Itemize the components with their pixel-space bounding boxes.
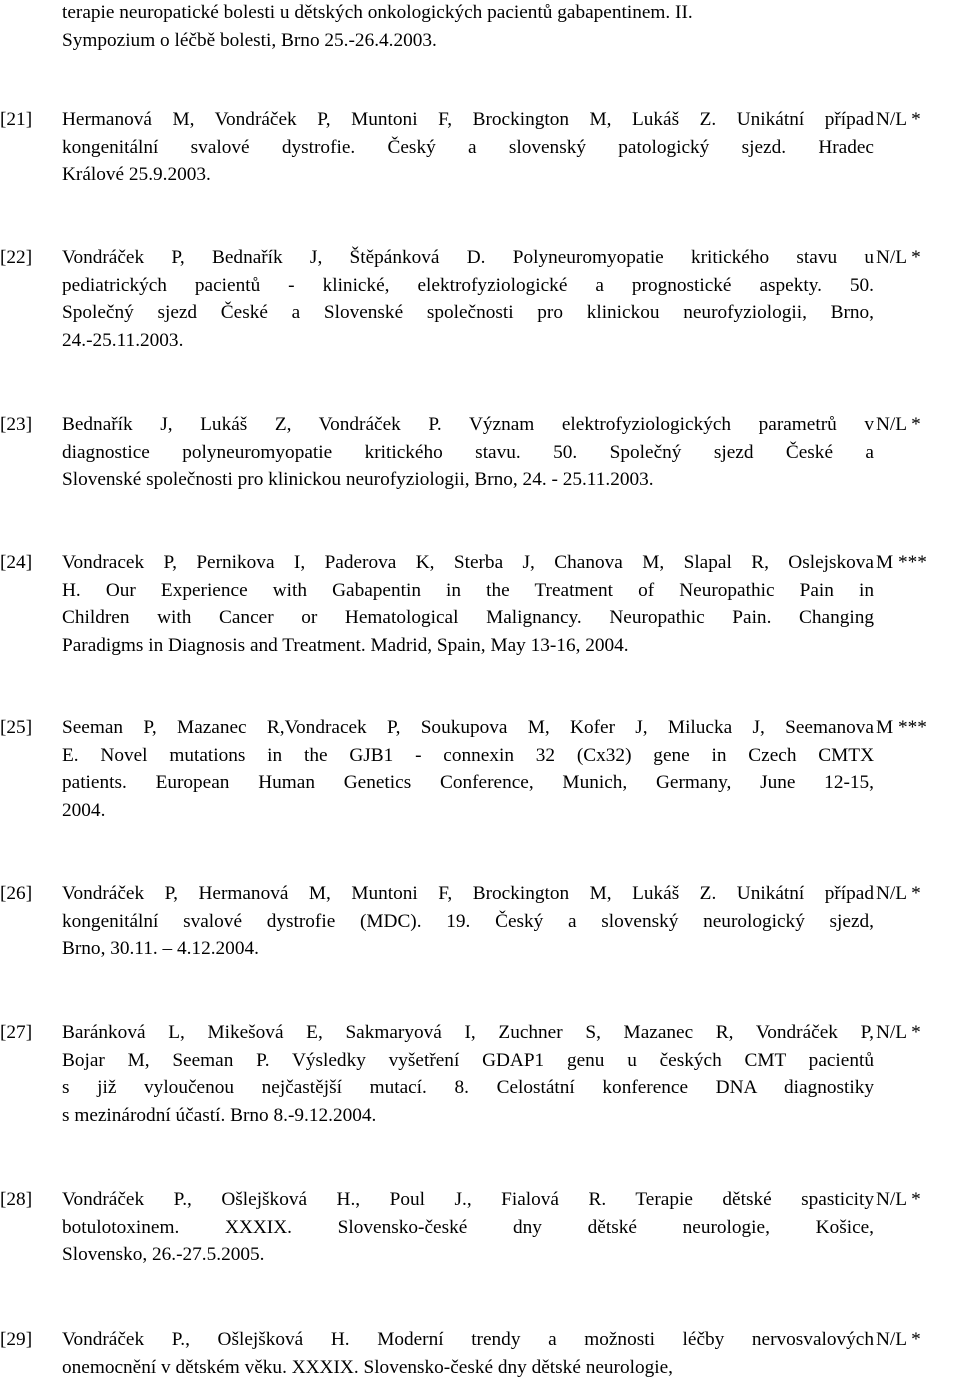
text-line: kongenitální svalové dystrofie (MDC). 19. Český a slovenský neurologický sjezd, xyxy=(62,910,874,932)
reference-text xyxy=(62,1326,874,1381)
reference-rating: N/L * xyxy=(876,247,921,268)
reference-rating: M *** xyxy=(876,552,927,573)
continued-reference-text xyxy=(62,0,882,54)
text-line: onemocnění v dětském věku. XXXIX. Slovensko-české dny dětské neurologie, xyxy=(62,1356,673,1378)
text-line: Children with Cancer or Hematological Malignancy. Neuropathic Pain. Changing xyxy=(62,607,874,628)
text-line: Hermanová M, Vondráček P, Muntoni F, Brockington M, Lukáš Z. Unikátní případ xyxy=(62,109,874,130)
text-line: Sympozium o léčbě bolesti, Brno 25.-26.4.2003. xyxy=(62,29,437,51)
reference-number: [26] xyxy=(0,883,33,904)
reference-rating: N/L * xyxy=(876,1329,921,1350)
text-line: Slovenské společnosti pro klinickou neurofyziologii, Brno, 24. - 25.11.2003. xyxy=(62,469,654,490)
reference-number: [21] xyxy=(0,109,33,130)
reference-rating: N/L * xyxy=(876,414,921,435)
reference-number: [27] xyxy=(0,1022,33,1043)
text-line: Bednařík J, Lukáš Z, Vondráček P. Význam elektrofyziologických parametrů v xyxy=(62,414,874,435)
reference-text xyxy=(62,549,874,659)
text-line: patients. European Human Genetics Conference, Munich, Germany, June 12-15, xyxy=(62,772,874,793)
text-line: Společný sjezd České a Slovenské společnosti pro klinickou neurofyziologii, Brno, xyxy=(62,302,874,323)
reference-text xyxy=(62,244,874,354)
reference-rating: N/L * xyxy=(876,109,921,130)
reference-text xyxy=(62,1186,874,1269)
text-line: s již vyloučenou nejčastější mutací. 8. Celostátní konference DNA diagnostiky xyxy=(62,1077,874,1098)
text-line: kongenitální svalové dystrofie. Český a slovenský patologický sjezd. Hradec xyxy=(62,136,874,158)
reference-number: [28] xyxy=(0,1189,33,1210)
reference-number: [22] xyxy=(0,247,33,268)
text-line: E. Novel mutations in the GJB1 - connexin 32 (Cx32) gene in Czech CMTX xyxy=(62,744,874,766)
text-line: Bojar M, Seeman P. Výsledky vyšetření GDAP1 genu u českých CMT pacientů xyxy=(62,1049,874,1071)
text-line: pediatrických pacientů - klinické, elektrofyziologické a prognostické aspekty. 50. xyxy=(62,274,874,296)
text-line: 24.-25.11.2003. xyxy=(62,329,184,351)
reference-text xyxy=(62,880,874,963)
reference-number: [25] xyxy=(0,717,33,738)
reference-number: [29] xyxy=(0,1329,33,1350)
text-line: 2004. xyxy=(62,799,106,821)
text-line: s mezinárodní účastí. Brno 8.-9.12.2004. xyxy=(62,1104,377,1126)
text-line: Vondráček P., Ošlejšková H. Moderní trendy a možnosti léčby nervosvalových xyxy=(62,1329,874,1350)
reference-rating: N/L * xyxy=(876,1022,921,1043)
text-line: Brno, 30.11. – 4.12.2004. xyxy=(62,938,259,959)
reference-text xyxy=(62,106,874,189)
text-line: Vondracek P, Pernikova I, Paderova K, Sterba J, Chanova M, Slapal R, Oslejskova xyxy=(62,552,874,573)
reference-rating: M *** xyxy=(876,717,927,738)
text-line: Slovensko, 26.-27.5.2005. xyxy=(62,1244,265,1265)
text-line: Králové 25.9.2003. xyxy=(62,164,211,185)
reference-number: [23] xyxy=(0,414,33,435)
text-line: Vondráček P., Ošlejšková H., Poul J., Fialová R. Terapie dětské spasticity xyxy=(62,1189,874,1210)
text-line: H. Our Experience with Gabapentin in the Treatment of Neuropathic Pain in xyxy=(62,579,874,601)
text-line: diagnostice polyneuromyopatie kritického stavu. 50. Společný sjezd České a xyxy=(62,441,874,463)
reference-number: [24] xyxy=(0,552,33,573)
reference-rating: N/L * xyxy=(876,1189,921,1210)
reference-text xyxy=(62,411,874,494)
reference-rating: N/L * xyxy=(876,883,921,904)
text-line: Paradigms in Diagnosis and Treatment. Madrid, Spain, May 13-16, 2004. xyxy=(62,634,629,656)
text-line: terapie neuropatické bolesti u dětských onkologických pacientů gabapentinem. II. xyxy=(62,2,693,23)
reference-text xyxy=(62,1019,874,1129)
text-line: botulotoxinem. XXXIX. Slovensko-české dny dětské neurologie, Košice, xyxy=(62,1216,874,1238)
text-line: Baránková L, Mikešová E, Sakmaryová I, Zuchner S, Mazanec R, Vondráček P, xyxy=(62,1022,874,1043)
text-line: Vondráček P, Bednařík J, Štěpánková D. Polyneuromyopatie kritického stavu u xyxy=(62,247,874,268)
text-line: Vondráček P, Hermanová M, Muntoni F, Brockington M, Lukáš Z. Unikátní případ xyxy=(62,883,874,904)
text-line: Seeman P, Mazanec R,Vondracek P, Soukupova M, Kofer J, Milucka J, Seemanova xyxy=(62,717,874,738)
reference-text xyxy=(62,714,874,824)
